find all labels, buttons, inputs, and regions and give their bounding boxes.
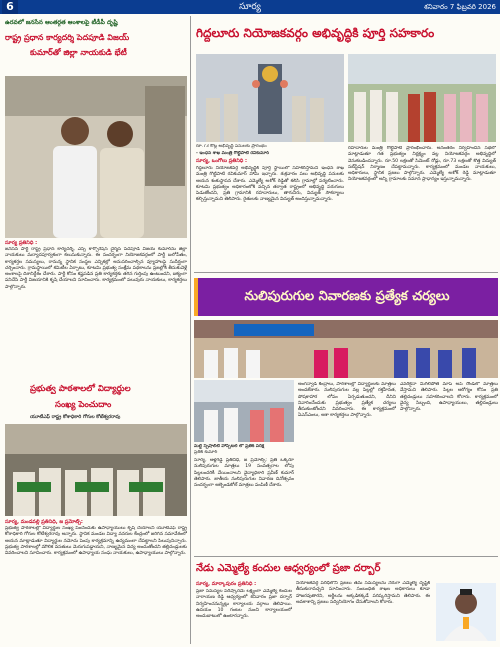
story3-headline: గిద్దలూరు నియోజకవర్గం అభివృద్ధికి పూర్తి సహకారం	[196, 26, 435, 40]
story4-body-col3: ఎవరికైనా మిగిలిపోతే మాప్ అప్ రౌండ్‌లో మాత్రలు వేస్తామని తెలిపారు. పిల్లల ఆరోగ్యం కోసం ప్రతి తల్లిదండ్రులు సహకరించాలని కోరారు. కార్యక్రమంలో వైద్య సిబ్బంది, ఉపాధ్యాయులు, తల్లిదండ్రులు పాల్గొన్నారు.	[400, 382, 498, 413]
story5-body-col1: ప్రజా సమస్యల పరిష్కారమే లక్ష్యంగా ఎమ్మెల్యే కందుల నారాయణ రెడ్డి ఆధ్వర్యంలో శనివారం ప్రజా దర్బార్ నిర్వహించనున్నట్లు కార్యాలయ వర్గాలు తెలిపాయి. ఉదయం 10 గంటల నుంచి కార్యాలయంలో అందుబాటులో ఉంటారన్నారు.	[196, 589, 292, 620]
story4-photo	[194, 320, 498, 378]
story1-headline: రాష్ట్ర ప్రధాన కార్యదర్శి పెదపూడి విజయ్	[5, 33, 130, 42]
story1-photo	[5, 76, 187, 238]
page-number: 6	[2, 0, 18, 14]
story1-body: జనసేన పార్టీ రాష్ట్ర ప్రధాన కార్యదర్శి, ఎస్సీ కార్పొరేషన్ చైర్మన్ పెదపూడి విజయ్ కుమార్‌ను జిల్లా నాయకులు మర్యాదపూర్వకంగా కలుసుకున్నారు. ఈ సందర్భంగా నియోజకవర్గంలో పార్టీ బలోపేతం, కార్యకర్తల సమస్యలు, రానున్న స్థానిక సంస్థల ఎన్నికల్లో అనుసరించాల్సిన వ్యూహాలపై సుదీర్ఘంగా చర్చించారు. గ్రామస్థాయిలో కమిటీల ఏర్పాటు, కూటమి ప్రభుత్వ సంక్షేమ పథకాలను ప్రజల్లోకి తీసుకువెళ్లే అంశాలపై దిశానిర్దేశం చేశారు. పార్టీ కోసం కష్టపడిన ప్రతి కార్యకర్తకు తగిన గుర్తింపు ఉంటుందని, ఐక్యంగా పనిచేసి పార్టీ విజయానికి కృషి చేయాలని సూచించారు. కార్యక్రమంలో పలువురు నాయకులు, కార్యకర్తలు పాల్గొన్నారు.	[5, 247, 187, 290]
story3-photo-caption: రూ.73 కోట్ల అభివృద్ధి పనులకు ప్రారంభం	[196, 144, 267, 149]
story2-subhead: యూటీఎఫ్ రాష్ట్ర కోశాధికారి గోగుల కోటేశ్వరరావు	[30, 415, 121, 420]
story1-photo-art	[5, 76, 187, 238]
story3-photo-left-art	[196, 54, 344, 142]
story4-photo-credit: ప్రతీక్ కుమార్	[194, 450, 218, 455]
story3-byline: సూర్య, ఒంగోలు ప్రతినిధి :	[196, 158, 248, 164]
story4-headline: నులిపురుగుల నివారణకు ప్రత్యేక చర్యలు	[244, 289, 450, 304]
story2-body: ప్రభుత్వ పాఠశాలల్లో విద్యార్థుల సంఖ్య పెంచేందుకు ఉపాధ్యాయులు కృషి చేయాలని యూటీఎఫ్ రాష్ట్ర కోశాధికారి గోగుల కోటేశ్వరరావు అన్నారు. స్థానిక మండల విద్యా వనరుల కేంద్రంలో జరిగిన సమావేశంలో ఆయన మాట్లాడుతూ విద్యార్థుల నమోదు పెంపు కార్యక్రమాన్ని ఉద్యమంలా చేపట్టాలని పిలుపునిచ్చారు. ప్రభుత్వ పాఠశాలల్లో మౌలిక వసతులు మెరుగుపడ్డాయని, నాణ్యమైన విద్య అందుతోందని తల్లిదండ్రులకు వివరించాలని సూచించారు. కార్యక్రమంలో ఉపాధ్యాయ సంఘ నాయకులు, ఉపాధ్యాయులు పాల్గొన్నారు.	[5, 526, 187, 557]
story5-mla-portrait-art	[436, 583, 496, 641]
story3-quote: - ఇంధన శాఖ మంత్రి గొట్టిపాటి రవికుమార్	[196, 151, 270, 156]
column-divider	[190, 16, 191, 644]
section-divider-1	[194, 272, 498, 273]
story4-body-col2: అంగన్వాడీ కేంద్రాలు, పాఠశాలల్లో విద్యార్థులకు మాత్రలు అందజేశారు. నులిపురుగుల వల్ల పిల్లల్లో రక్తహీనత, పోషకాహార లోపం ఏర్పడుతుందని, దీనిని నివారించేందుకు ప్రభుత్వం ప్రత్యేక చర్యలు తీసుకుంటోందని వివరించారు. ఈ కార్యక్రమంలో ఏఎన్ఎంలు, ఆశా కార్యకర్తలు పాల్గొన్నారు.	[298, 382, 396, 419]
story4-body-col1: సూర్య, ఆళ్లగడ్డ ప్రతినిధి, జ ప్రమోట్స్: ప్రతి ఒక్కరూ నులిపురుగుల మాత్రలు 19 సంవత్సరాల లోపు పిల్లలందరికీ వేయించాలని వైద్యాధికారి ప్రవీణ్ కుమార్ తెలిపారు. జాతీయ నులిపురుగుల నివారణ దినోత్సవం సందర్భంగా ఆల్బెండజోల్ మాత్రలు పంపిణీ చేశారు.	[194, 458, 294, 489]
story4-inset-photo	[194, 380, 294, 442]
story1-kicker: ఉరవలో జనసేన ఆంతర్గత ఆంశాలపై టీడీపీ దృష్టి	[5, 19, 118, 26]
story4-photo-art	[194, 320, 498, 378]
story5-headline: నేడు ఎమ్మెల్యే కందుల ఆధ్వర్యంలో ప్రజా దర్బార్	[196, 563, 381, 574]
story3-photo-right	[348, 54, 496, 142]
story4-photo-caption: మల్టీ స్పెషాలిటీ హాస్పిటల్ లో ప్రతీక్ పరీక్ష	[194, 444, 265, 449]
story3-photo-right-art	[348, 54, 496, 142]
story2-headline: ప్రభుత్వ పాఠశాలలో విద్యార్థుల	[30, 384, 131, 394]
story3-body-col2: రహదారుల మంత్రి గొట్టిపాటి ప్రారంభించారు. అనంతరం నిర్వహించిన సభలో మాట్లాడుతూ గత ప్రభుత్వం నిర్లక్ష్యం వల్ల నియోజకవర్గం అభివృద్ధిలో వెనుకబడిందన్నారు. రూ.50 లక్షలతో సిమెంట్ రోడ్లు, రూ.73 లక్షలతో కొత్త విద్యుత్ సబ్‌స్టేషన్ నిర్మాణం చేపట్టామన్నారు. కార్యక్రమంలో మండల నాయకులు, అధికారులు, స్థానిక ప్రజలు పాల్గొన్నారు. ఎమ్మెల్యే అశోక్ రెడ్డి మాట్లాడుతూ నియోజకవర్గంలో అన్ని గ్రామాలకు సమాన ప్రాధాన్యం ఇస్తున్నామన్నారు.	[348, 146, 496, 183]
story5-byline: సూర్య, మార్కాపురం ప్రతినిధి :	[196, 581, 257, 587]
masthead-title: సూర్య	[239, 2, 261, 12]
story5-body-col2: నియోజకవర్గ పరిధిలోని ప్రజలు తమ సమస్యలను నేరుగా ఎమ్మెల్యే దృష్టికి తీసుకురావచ్చని సూచించారు. సంబంధిత శాఖల అధికారులు కూడా హాజరవుతారని, అర్జీలను అక్కడికక్కడే పరిష్కరిస్తామని తెలిపారు. ఈ అవకాశాన్ని ప్రజలు సద్వినియోగం చేసుకోవాలని కోరారు.	[296, 581, 430, 605]
story3-photo-left	[196, 54, 344, 142]
story2-headline-line2: సంఖ్య పెంచుదాం	[55, 400, 112, 410]
story5-mla-portrait	[436, 583, 496, 641]
story1-headline-line2: కుమార్‌తో జిల్లా నాయకుడి భేటీ	[30, 48, 127, 57]
story1-byline: సూర్య ప్రతినిధి :	[5, 240, 38, 246]
section-divider-2	[194, 556, 498, 557]
edition-date: శనివారం 7 ఫిబ్రవరి 2026	[423, 3, 496, 11]
story2-byline: సూర్య, మండవల్లి ప్రతినిధి, జ ప్రమోట్స్:	[5, 519, 83, 525]
story3-body-col1: గిద్దలూరు నియోజకవర్గ అభివృద్ధికి పూర్తి స్థాయిలో సహకరిస్తామని ఇంధన శాఖ మంత్రి గొట్టిపాటి రవికుమార్ హామీ ఇచ్చారు. శుక్రవారం పలు అభివృద్ధి పనులకు ఆయన శంకుస్థాపన చేశారు. ఎమ్మెల్యే అశోక్ రెడ్డితో కలిసి గ్రామాల్లో పర్యటించారు. కూటమి ప్రభుత్వం అధికారంలోకి వచ్చిన తర్వాత రాష్ట్రంలో అభివృద్ధి పరుగులు పెడుతోందని, ప్రతి గ్రామానికి రహదారులు, తాగునీరు, విద్యుత్ సౌకర్యాలు కల్పిస్తున్నామని తెలిపారు. రైతులకు నాణ్యమైన విద్యుత్ అందిస్తున్నామన్నారు.	[196, 166, 344, 203]
story2-photo-art	[5, 424, 187, 516]
story2-photo	[5, 424, 187, 516]
story4-inset-photo-art	[194, 380, 294, 442]
